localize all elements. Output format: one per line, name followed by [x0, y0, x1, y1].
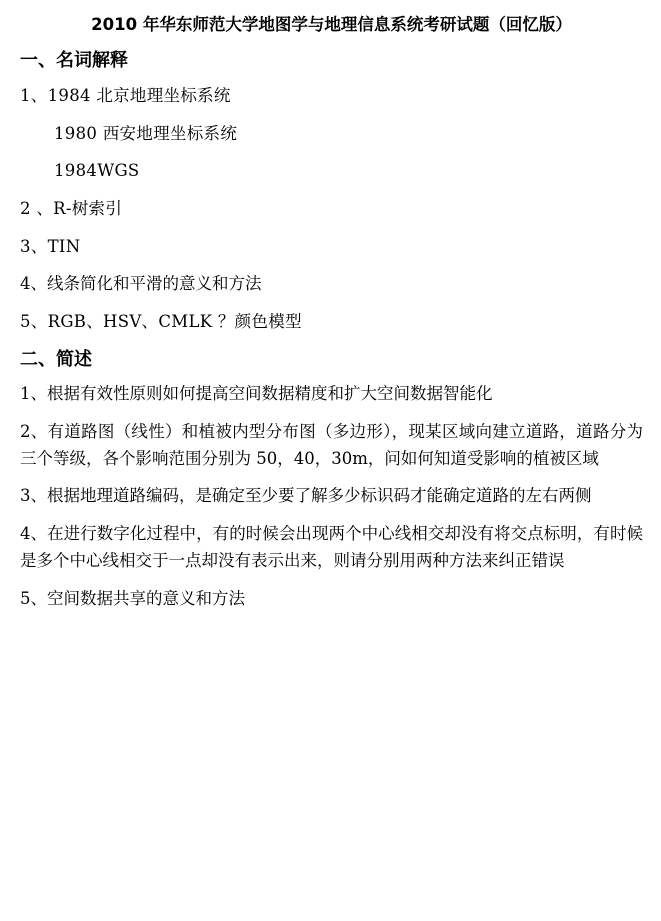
list-item: 2、有道路图（线性）和植被内型分布图（多边形），现某区域向建立道路，道路分为三个等级，各个影响范围分别为 50，40，30m，问如何知道受影响的植被区域: [20, 421, 643, 468]
list-item: 4、线条简化和平滑的意义和方法: [20, 274, 262, 294]
page-title: 2010 年华东师范大学地图学与地理信息系统考研试题（回忆版）: [91, 15, 572, 34]
list-item: 3、TIN: [20, 236, 81, 256]
section-short-answer: [20, 348, 643, 612]
list-item: 1、根据有效性原则如何提高空间数据精度和扩大空间数据智能化: [20, 384, 493, 404]
list-item: 3、根据地理道路编码，是确定至少要了解多少标识码才能确定道路的左右两侧: [20, 486, 592, 506]
list-item: 2 、R-树索引: [20, 198, 123, 218]
section-heading-terms: 一、名词解释: [20, 50, 128, 72]
list-item: 4、在进行数字化过程中，有的时候会出现两个中心线相交却没有将交点标明，有时候是多个中心线相交于一点却没有表示出来，则请分别用两种方法来纠正错误: [20, 524, 643, 570]
list-item: 5、空间数据共享的意义和方法: [20, 588, 245, 608]
list-item: 1、1984 北京地理坐标系统: [20, 85, 231, 105]
list-item: 1984WGS: [54, 161, 140, 181]
section-terms: [20, 49, 643, 335]
section-heading-short-answer: 二、简述: [20, 348, 92, 370]
list-item: 1980 西安地理坐标系统: [54, 123, 238, 143]
list-item: 5、RGB、HSV、CMLK ？颜色模型: [20, 312, 302, 332]
